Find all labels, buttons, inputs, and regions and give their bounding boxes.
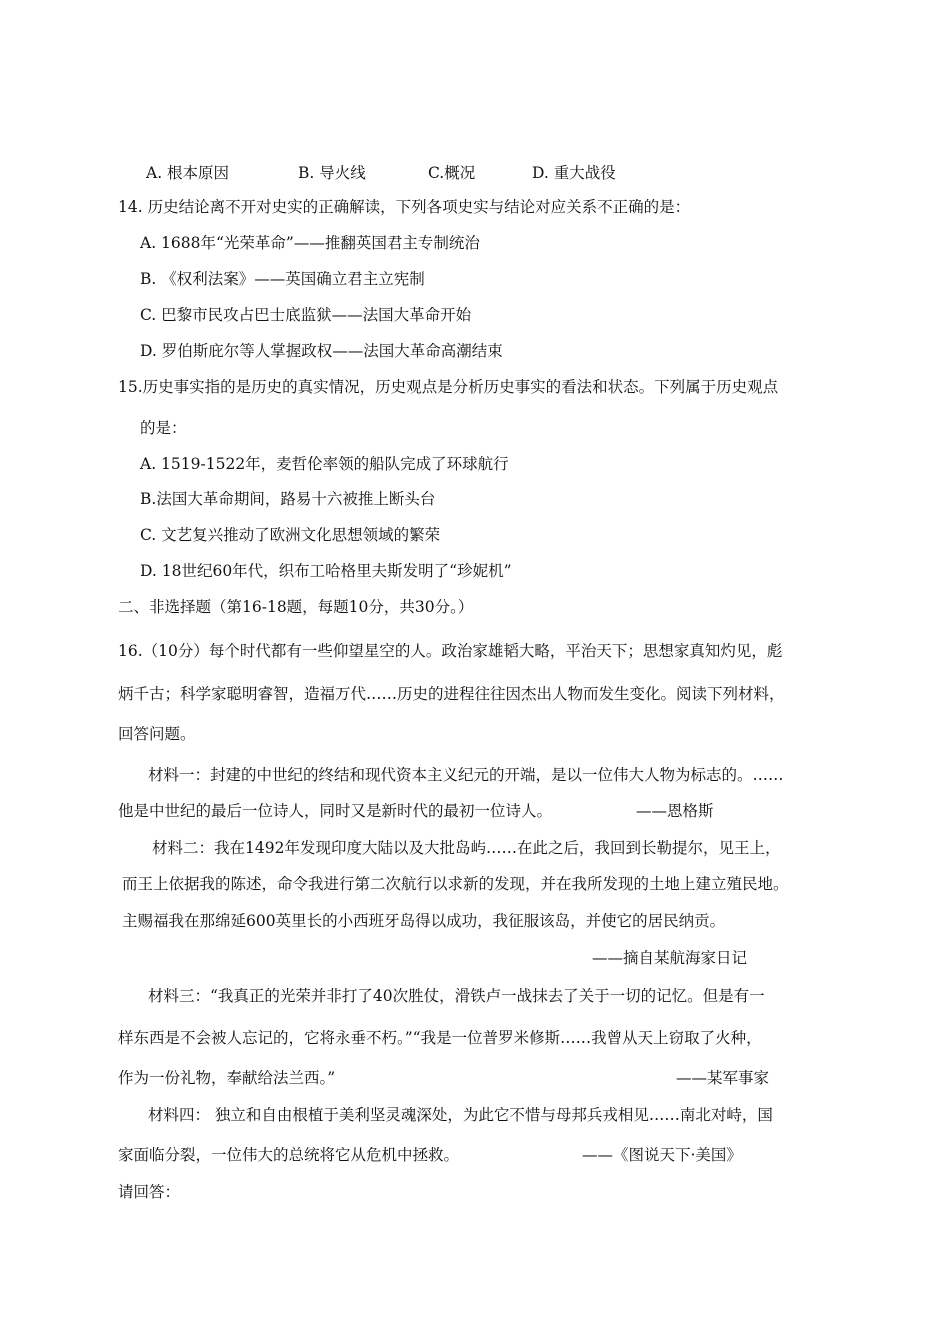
material-2-source: ——摘自某航海家日记 [592, 949, 748, 967]
q15-option-a: A. 1519-1522年，麦哲伦率领的船队完成了环球航行 [140, 455, 509, 473]
section-heading: 二、非选择题（第16-18题，每题10分，共30分。） [118, 598, 474, 616]
q14-option-c: C. 巴黎市民攻占巴士底监狱——法国大革命开始 [140, 306, 472, 324]
q16-intro-line3: 回答问题。 [118, 725, 196, 743]
q15-option-d: D. 18世纪60年代，织布工哈格里夫斯发明了“珍妮机” [140, 562, 512, 580]
material-3-line1: 材料三：“我真正的光荣并非打了40次胜仗，滑铁卢一战抹去了关于一切的记忆。但是有一 [148, 987, 765, 1005]
material-1-line2: 他是中世纪的最后一位诗人，同时又是新时代的最初一位诗人。 [118, 802, 553, 820]
q15-stem-line2: 的是： [140, 419, 187, 437]
q13-option-b: B. 导火线 [298, 164, 366, 182]
q13-option-c: C.概况 [428, 164, 476, 182]
q13-option-d: D. 重大战役 [532, 164, 616, 182]
material-2-line1: 材料二：我在1492年发现印度大陆以及大批岛屿……在此之后，我回到长勒提尔，见王上， [152, 839, 781, 857]
q13-option-a: A. 根本原因 [146, 164, 230, 182]
q16-intro-line2: 炳千古；科学家聪明睿智，造福万代……历史的进程往往因杰出人物而发生变化。阅读下列材料， [118, 685, 785, 703]
q15-option-c: C. 文艺复兴推动了欧洲文化思想领域的繁荣 [140, 526, 441, 544]
q14-option-b: B. 《权利法案》——英国确立君主立宪制 [140, 270, 425, 288]
material-2-line3: 主赐福我在那绵延600英里长的小西班牙岛得以成功，我征服该岛，并使它的居民纳贡。 [122, 912, 726, 930]
material-4-line1: 材料四： 独立和自由根植于美利坚灵魂深处，为此它不惜与母邦兵戎相见……南北对峙，国 [148, 1106, 773, 1124]
material-3-line3: 作为一份礼物，奉献给法兰西。” [118, 1069, 336, 1087]
q14-option-a: A. 1688年“光荣革命”——推翻英国君主专制统治 [140, 234, 480, 252]
material-3-source: ——某军事家 [676, 1069, 770, 1087]
material-3-line2: 样东西是不会被人忘记的，它将永垂不朽。”“我是一位普罗米修斯……我曾从天上窃取了火种， [118, 1029, 762, 1047]
q14-stem: 14. 历史结论离不开对史实的正确解读，下列各项史实与结论对应关系不正确的是： [118, 198, 691, 216]
material-4-line2: 家面临分裂，一位伟大的总统将它从危机中拯救。 [118, 1146, 460, 1164]
q15-stem-line1: 15.历史事实指的是历史的真实情况，历史观点是分析历史事实的看法和状态。下列属于历史观点 [118, 378, 779, 396]
material-1-line1: 材料一：封建的中世纪的终结和现代资本主义纪元的开端，是以一位伟大人物为标志的。…… [148, 766, 784, 784]
q16-intro-line1: 16.（10分）每个时代都有一些仰望星空的人。政治家雄韬大略，平治天下；思想家真知灼见，彪 [118, 642, 783, 660]
material-2-line2: 而王上依据我的陈述，命令我进行第二次航行以求新的发现，并在我所发现的土地上建立殖民地。 [122, 875, 789, 893]
material-4-source: ——《图说天下·美国》 [582, 1146, 742, 1164]
q14-option-d: D. 罗伯斯庇尔等人掌握政权——法国大革命高潮结束 [140, 342, 503, 360]
q15-option-b: B.法国大革命期间，路易十六被推上断头台 [140, 490, 436, 508]
answer-prompt: 请回答： [118, 1183, 181, 1201]
material-1-source: ——恩格斯 [636, 802, 714, 820]
